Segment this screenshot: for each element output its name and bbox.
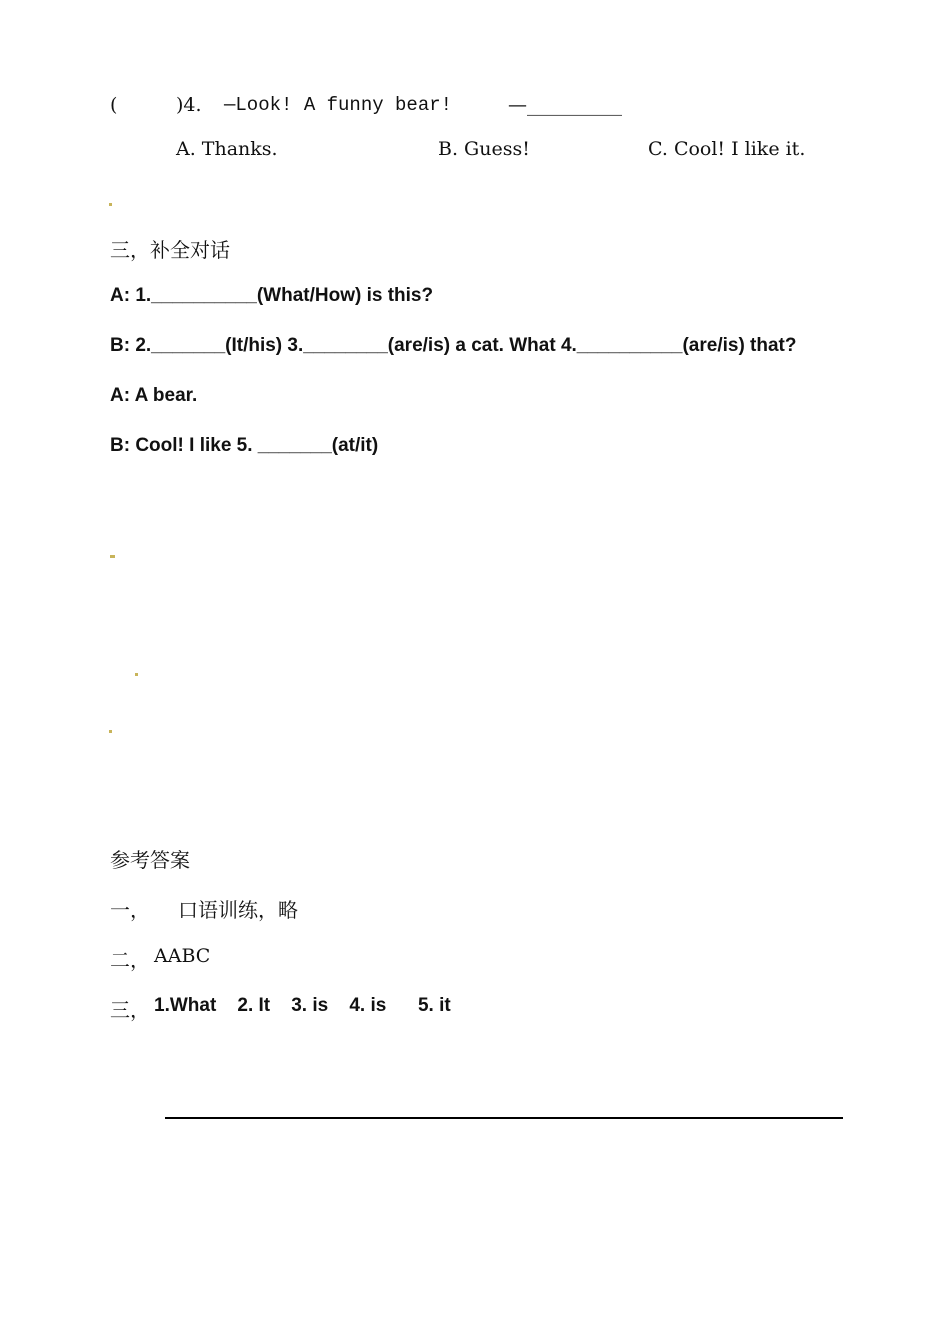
dialogue-line: A: A bear. (110, 385, 198, 406)
answer-3-prefix: 三， (110, 998, 150, 1022)
q4-option-b: B. Guess! (438, 138, 530, 160)
answer-1-prefix: 一， (110, 898, 150, 922)
answer-2-prefix: 二， (110, 948, 150, 972)
dialogue-line: A: 1.__________(What/How) is this? (110, 285, 434, 306)
q4-prompt: —Look! A funny bear! (224, 94, 453, 116)
section3-heading: 三，补全对话 (110, 238, 230, 262)
answer-1-text: 口语训练，略 (178, 898, 298, 922)
q4-option-c: C. Cool! I like it. (648, 138, 806, 160)
mark-dot (109, 203, 112, 206)
mark-dot (110, 555, 115, 558)
answer-3-text: 1.What 2. It 3. is 4. is 5. it (154, 995, 451, 1016)
dialogue-line: B: Cool! I like 5. _______(at/it) (110, 435, 379, 456)
mark-dot (135, 673, 138, 676)
mark-dot (109, 730, 112, 733)
q4-paren-open: ( (110, 94, 118, 116)
dialogue-line: B: 2._______(It/his) 3.________(are/is) a cat. What 4.__________(are/is) that? (110, 335, 797, 356)
q4-number: )4. (176, 94, 202, 116)
q4-option-a: A. Thanks. (176, 138, 278, 160)
answers-heading: 参考答案 (110, 848, 190, 872)
footer-rule (165, 1117, 843, 1119)
q4-answer-blank: —__________ (508, 94, 622, 116)
answer-2-text: AABC (154, 945, 211, 967)
